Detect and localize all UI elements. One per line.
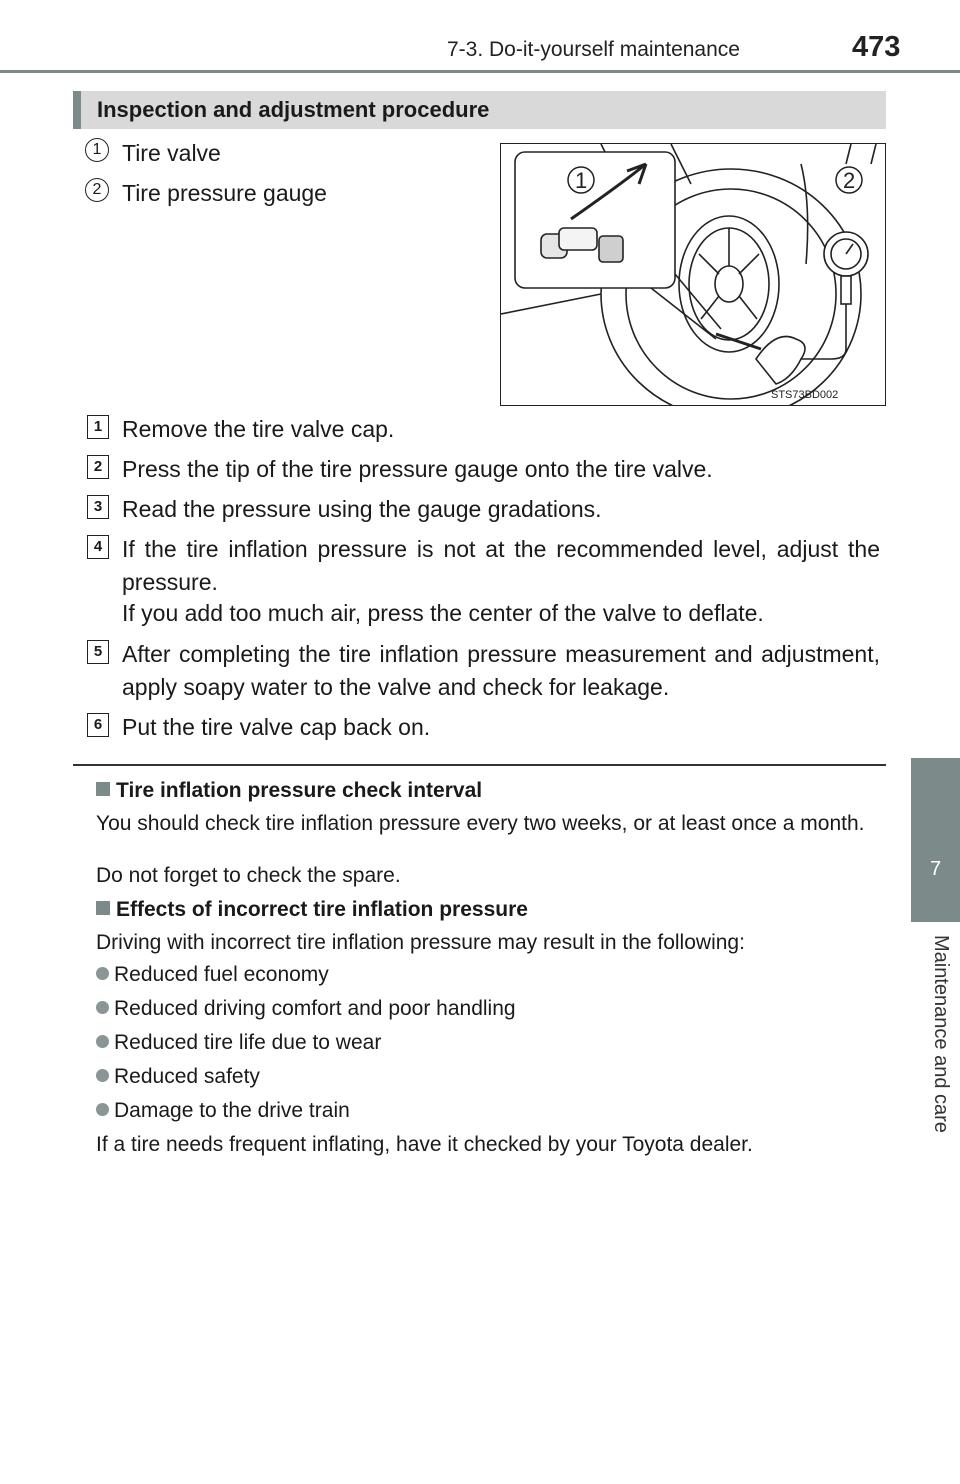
step-text-4: If the tire inflation pressure is not at the recommended level, adjust the pressure. [122,536,880,595]
list-item-text: Reduced fuel economy [114,963,329,986]
chapter-tab [911,758,960,922]
list-item [96,1031,381,1055]
procedure-header [73,91,886,129]
bullet-dot-icon [96,967,109,980]
note-heading-interval [96,779,482,803]
figure-code: STS73BD002 [771,389,839,401]
callout-label-tire-valve: Tire valve [122,140,221,166]
section-title: 7-3. Do-it-yourself maintenance [447,38,740,61]
figure-callout-2-text: 2 [843,168,856,193]
step-text-3: Read the pressure using the gauge gradations. [122,496,602,522]
step-number-6: 6 [87,713,109,737]
note-text-effects-intro: Driving with incorrect tire inflation pressure may result in the following: [96,931,745,954]
note-text-spare: Do not forget to check the spare. [96,864,401,887]
tire-illustration-svg [501,144,885,405]
note-heading-effects-text: Effects of incorrect tire inflation pressure [116,898,528,921]
step-text-5: After completing the tire inflation pressure measurement and adjustment, apply soapy water to the valve and check for leakage. [122,641,880,700]
square-bullet-icon [96,901,110,915]
notes-divider [73,764,886,766]
page-number: 473 [852,31,901,63]
step-number-4: 4 [87,535,109,559]
list-item [96,963,329,987]
step-text-6: Put the tire valve cap back on. [122,714,431,740]
step-number-1: 1 [87,415,109,439]
list-item [96,1099,350,1123]
callout-marker-1: 1 [85,138,109,162]
step-text-1: Remove the tire valve cap. [122,416,395,442]
procedure-title: Inspection and adjustment procedure [97,97,490,122]
list-item-text: Reduced safety [114,1065,260,1088]
step-text-2: Press the tip of the tire pressure gauge onto the tire valve. [122,456,713,482]
bullet-dot-icon [96,1001,109,1014]
chapter-label: Maintenance and care [930,935,952,1133]
note-heading-interval-text: Tire inflation pressure check interval [116,779,483,802]
list-item-text: Reduced tire life due to wear [114,1031,382,1054]
bullet-dot-icon [96,1069,109,1082]
callout-marker-2: 2 [85,178,109,202]
square-bullet-icon [96,782,110,796]
step-number-3: 3 [87,495,109,519]
list-item-text: Reduced driving comfort and poor handling [114,997,516,1020]
callout-label-pressure-gauge: Tire pressure gauge [122,180,327,206]
step-subtext-4: If you add too much air, press the center of the valve to deflate. [122,600,764,626]
figure-callout-1-text: 1 [575,168,588,193]
note-text-closing: If a tire needs frequent inflating, have it checked by your Toyota dealer. [96,1133,753,1156]
step-number-5: 5 [87,640,109,664]
note-text-interval: You should check tire inflation pressure every two weeks, or at least once a month. [96,812,865,835]
bullet-dot-icon [96,1035,109,1048]
chapter-number: 7 [929,858,942,880]
valve-detail-inset [515,152,675,288]
list-item-text: Damage to the drive train [114,1099,350,1122]
tire-gauge-illustration [500,143,886,406]
note-heading-effects [96,898,528,922]
list-item [96,997,516,1021]
step-number-2: 2 [87,455,109,479]
bullet-dot-icon [96,1103,109,1116]
list-item [96,1065,260,1089]
header-rule [0,70,960,73]
